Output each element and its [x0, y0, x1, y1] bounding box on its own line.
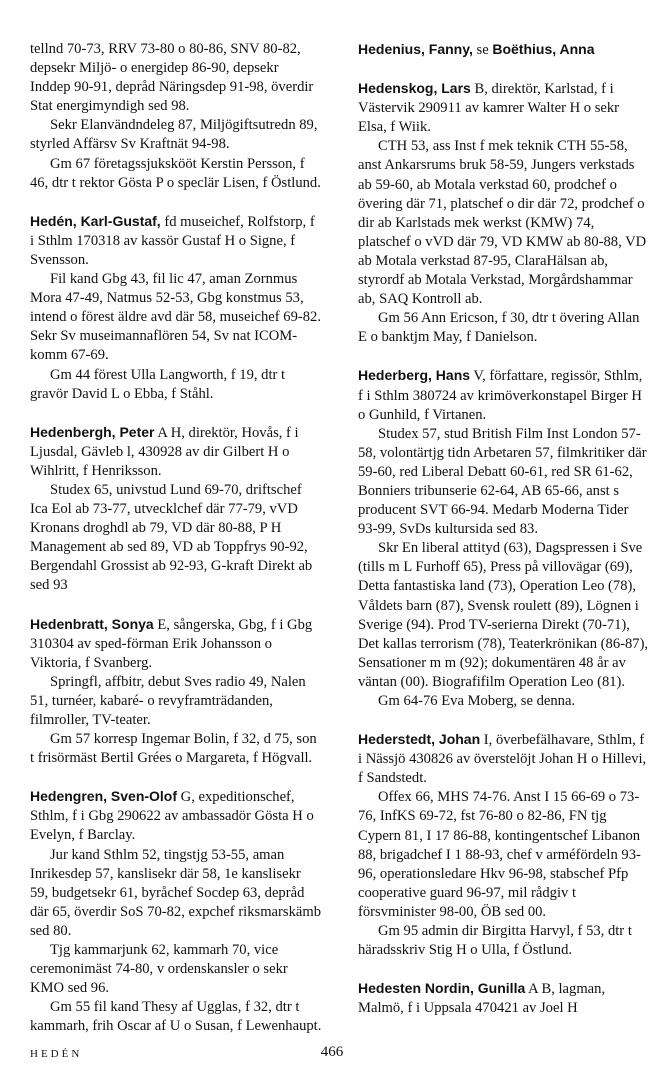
entry-name: Hedenbratt, Sonya: [30, 615, 154, 632]
entry-hederberg-hans: [358, 366, 650, 711]
entry-hedenius-fanny: [358, 40, 650, 60]
entry-paragraph: Springfl, affbitr, debut Sves radio 49, Nalen 51, turnéer, kabaré- o revyframträdanden, filmroller, TV-teater.: [30, 673, 306, 728]
entry-paragraph: Studex 57, stud British Film Inst London 57-58, volontärtjg tidn Arbetaren 57, filmkritiker där 59-60, red Liberal Debatt 60-61, red SR 61-62, Bonniers tribunserie 62-64, AB 65-66, anst s producent SVT 66-94. Medarb Moderna Tider 93-99, SvDs kultursida sed 83.: [358, 425, 647, 538]
entry-intro-text: A B, lagman, Malmö, f i Uppsala 470421 av Joel H: [358, 981, 606, 1017]
entry-name: Hedengren, Sven-Olof: [30, 788, 178, 805]
entry-intro-text: fd museichef, Rolfstorp, f i Sthlm 170318 av kassör Gustaf H o Signe, f Svensson.: [30, 213, 315, 268]
entry-hederstedt-johan: [358, 730, 650, 960]
entry-paragraph: Skr En liberal attityd (63), Dagspressen i Sve (tills m L Furhoff 65), Press på villovägar (69), Detta fantastiska land (73), Operation Leo (78), Våldets barn (87), Svensk roulett (89), Lögnen i Sverige (94). Prod TV-serierna Direkt (70-71), Det kallas terrorism (78), Teaterkrönikan (86-87), Sensationer m m (92); dokumentären 48 år av väntan (00). Biografifilm Operation Leo (81).: [358, 540, 649, 690]
entry-paragraph: Offex 66, MHS 74-76. Anst I 15 66-69 o 73-76, InfKS 69-72, fst 76-80 o 82-86, FN tjg Cypern 81, I 17 86-88, kontingentschef Libanon 88, brigadchef I 1 88-93, chef v arméfördeln 93-96, operationsledare Hkv 96-98, stabschef Pfp cooperative guard 96-97, mil rådgiv t försvminister 98-00, ÖB sed 00.: [358, 789, 641, 920]
entry-paragraph: Gm 95 admin dir Birgitta Harvyl, f 53, dtr t häradsskriv Stig H o Ulla, f Östlund.: [358, 923, 632, 959]
entry-intro-text: V, författare, regissör, Sthlm, f i Sthlm 380724 av krimöverkonstapel Birger H o Gunhild, f Virtanen.: [358, 368, 643, 423]
entry-intro: [358, 366, 650, 424]
continuation-entry: [30, 40, 322, 193]
entry-paragraph: Gm 57 korresp Ingemar Bolin, f 32, d 75, son t frisörmäst Bertil Grées o Margareta, f Högvall.: [30, 731, 317, 767]
entry-name: Hedén, Karl-Gustaf,: [30, 212, 161, 229]
right-column: [358, 40, 650, 1018]
entry-name: Hedesten Nordin, Gunilla: [358, 980, 526, 997]
entry-intro-text: E, sångerska, Gbg, f i Gbg 310304 av sped-förman Erik Johansson o Viktoria, f Svanberg.: [30, 616, 313, 671]
entry-paragraph: Gm 44 förest Ulla Langworth, f 19, dtr t gravör David L o Ebba, f Ståhl.: [30, 366, 286, 402]
entry-paragraph: Gm 67 företagssjukskööt Kerstin Persson, f 46, dtr t rektor Gösta P o speclär Lisen, f Östlund.: [30, 155, 321, 191]
entry-intro: [358, 730, 650, 788]
entry-intro: [30, 615, 322, 673]
entry-intro-text: B, direktör, Karlstad, f i Västervik 290911 av kamrer Walter H o sekr Elsa, f Wiik.: [358, 81, 620, 136]
entry-intro-text: se: [472, 42, 493, 58]
entry-hedenbratt-sonya: [30, 615, 322, 769]
cross-reference: Boëthius, Anna: [492, 41, 595, 57]
entry-name: Hedenbergh, Peter: [30, 423, 155, 440]
entry-paragraph: Gm 55 fil kand Thesy af Ugglas, f 32, dtr t kammarh, frih Oscar af U o Susan, f Lewenhaupt.: [30, 999, 322, 1035]
entry-intro: [358, 979, 650, 1018]
entry-hedenskog-lars: [358, 79, 650, 347]
entry-paragraph: Jur kand Sthlm 52, tingstjg 53-55, aman Inrikesdep 57, kanslisekr där 58, 1e kanslisekr 59, budgetsekr 61, byråchef Socdep 63, depråd där 65, överdir SoS 70-82, expchef riksmarskämb sed 80.: [30, 846, 321, 939]
entry-paragraph: Gm 64-76 Eva Moberg, se denna.: [378, 693, 576, 709]
entry-intro-text: G, expeditionschef, Sthlm, f i Gbg 290622 av ambassadör Gösta H o Evelyn, f Barclay.: [30, 789, 314, 844]
entry-name: Hederstedt, Johan: [358, 731, 481, 748]
entry-paragraph: Gm 56 Ann Ericson, f 30, dtr t övering Allan E o banktjm May, f Danielson.: [358, 310, 640, 346]
entry-intro: [30, 787, 322, 845]
entry-intro-text: A H, direktör, Hovås, f i Ljusdal, Gävleb l, 430928 av dir Gilbert H o Wihlritt, f Henriksson.: [30, 424, 299, 479]
entry-body: tellnd 70-73, RRV 73-80 o 80-86, SNV 80-82, depsekr Miljö- o energidep 86-90, depsekr Inddep 90-91, depråd Näringsdep 91-98, överdir Stat energimyndigh sed 98.: [30, 41, 314, 115]
entry-paragraph: Sekr Elanvändndeleg 87, Miljögiftsutredn 89, styrled Affärsv Sv Kraftnät 94-98.: [30, 117, 318, 153]
entry-hedenbergh-peter: [30, 423, 322, 596]
entry-name: Hedenius, Fanny,: [358, 41, 473, 57]
entry-hedengren-sven-olof: [30, 787, 322, 1036]
entry-paragraph: Tjg kammarjunk 62, kammarh 70, vice ceremonimäst 74-80, v ordenskansler o sekr KMO sed 96.: [30, 942, 288, 997]
entry-intro: [358, 79, 650, 137]
entry-intro: [30, 423, 322, 481]
entry-intro: [358, 40, 650, 60]
running-head: HEDÉN: [30, 1048, 83, 1060]
entry-hedesten-nordin-gunilla: [358, 979, 650, 1018]
entry-heden-karl-gustaf: [30, 212, 322, 404]
entry-intro-text: I, överbefälhavare, Sthlm, f i Nässjö 430826 av överstelöjt Johan H o Hillevi, f Sandstedt.: [358, 732, 647, 787]
entry-paragraph: CTH 53, ass Inst f mek teknik CTH 55-58, anst Ankarsrums bruk 58-59, Jungers verkstads ab 59-60, ab Motala verkstad 60, prodchef o övering där 71, platschef o dir där 72, prodchef o dir ab Karlstads mek werkst (KMW) 74, platschef o vVD där 79, VD KMW ab 80-88, VD ab Motala verkstad 87-95, ClaraHälsan ab, styrordf ab Motala Verkstad, Morgårdshammar ab, SAQ Kontroll ab.: [358, 138, 647, 308]
entry-name: Hederberg, Hans: [358, 367, 471, 384]
entry-name: Hedenskog, Lars: [358, 80, 471, 97]
entry-paragraph: Studex 65, univstud Lund 69-70, driftschef Ica Eol ab 73-77, utvecklchef där 77-79, vVD Kronans droghdl ab 79, VD där 80-88, P H Management ab sed 89, VD ab Toppfrys 90-92, Bergendahl Grossist ab 92-93, G-kraft Direkt ab sed 93: [30, 481, 313, 594]
entry-intro: [30, 212, 322, 270]
page-number: 466: [320, 1044, 344, 1060]
left-column: [30, 40, 322, 1037]
entry-paragraph: Fil kand Gbg 43, fil lic 47, aman Zornmus Mora 47-49, Natmus 52-53, Gbg konstmus 53, intend o förest äldre avd där 58, museichef 69-82. Sekr Sv museimannaflören 54, Sv nat ICOM-komm 67-69.: [30, 271, 321, 364]
